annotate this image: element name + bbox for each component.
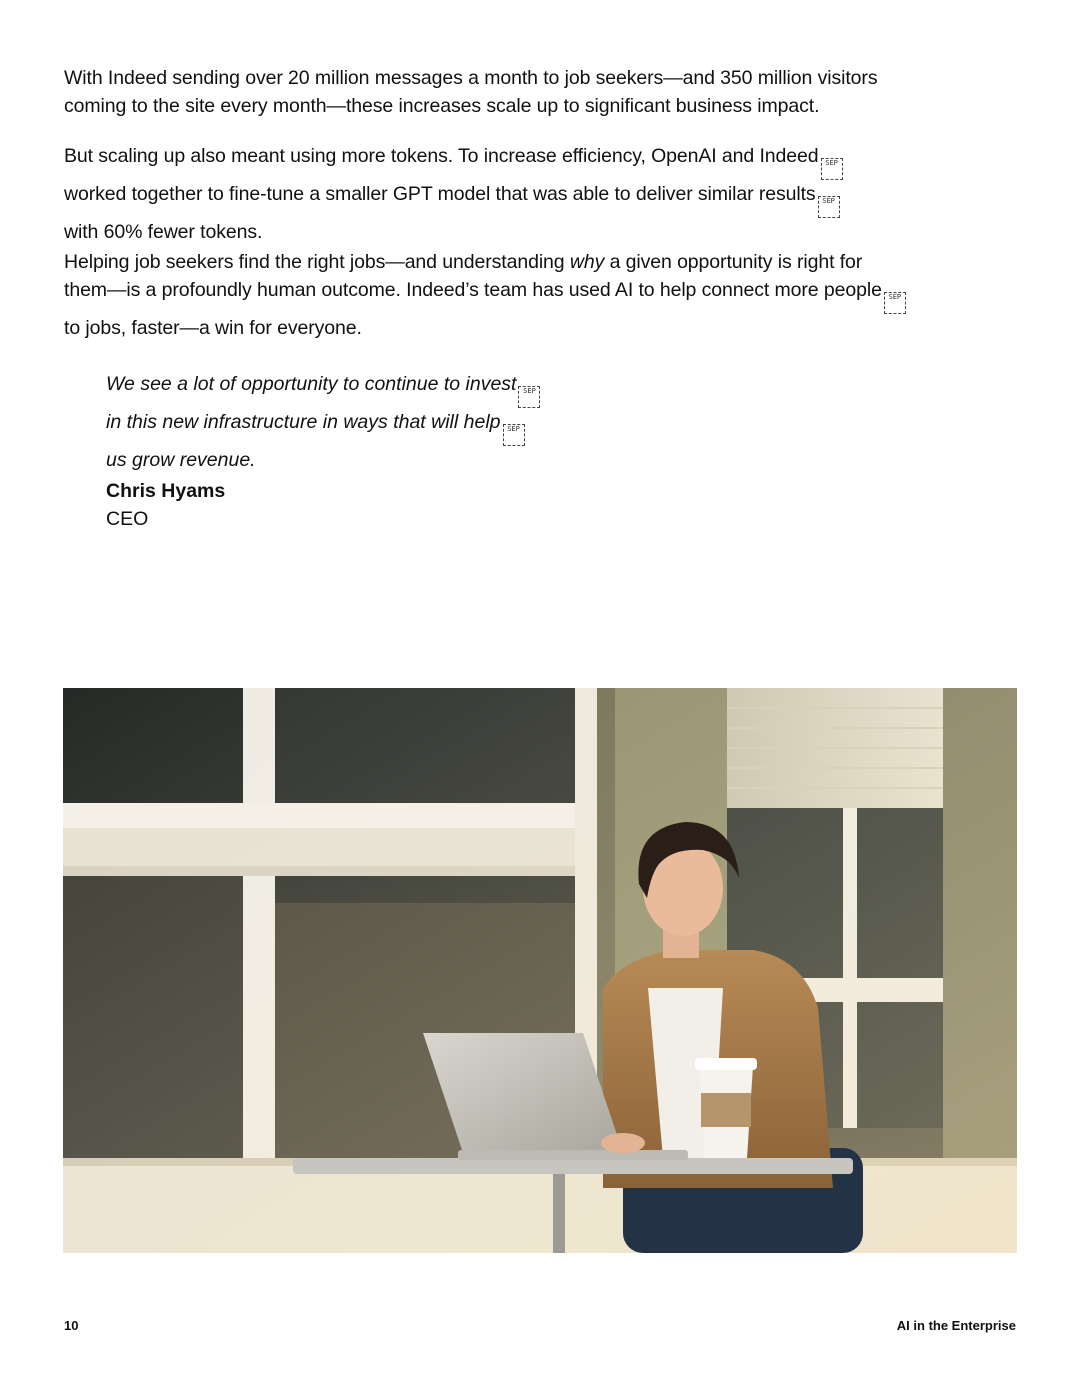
quote-line-content: We see a lot of opportunity to continue to invest <box>106 373 517 395</box>
cafe-laptop-photo <box>63 688 1017 1253</box>
text-line <box>64 248 1024 276</box>
separator-glyph: SEP <box>818 196 840 218</box>
quote-author: Chris Hyams <box>106 480 226 502</box>
quote-line-content: in this new infrastructure in ways that will help <box>106 411 501 433</box>
emphasis-why: why <box>569 251 605 273</box>
text-line-content: But scaling up also meant using more tokens. To increase efficiency, OpenAI and Indeed <box>64 145 819 167</box>
publication-title: AI in the Enterprise <box>896 1318 1016 1333</box>
quote-line <box>106 408 706 446</box>
separator-glyph: SEP <box>884 292 906 314</box>
quote-line: us grow revenue. <box>106 449 256 471</box>
text-line <box>64 180 1024 218</box>
text-line: with 60% fewer tokens. <box>64 221 263 243</box>
text-line <box>64 142 1024 180</box>
quote-author-role: CEO <box>106 508 149 530</box>
text-line-content: them—is a profoundly human outcome. Indeed’s team has used AI to help connect more people <box>64 279 882 301</box>
text-line-content: worked together to fine-tune a smaller GPT model that was able to deliver similar results <box>64 183 816 205</box>
text-line: coming to the site every month—these increases scale up to significant business impact. <box>64 95 820 117</box>
separator-glyph: SEP <box>518 386 540 408</box>
text-line <box>64 276 1024 314</box>
pull-quote <box>106 370 706 474</box>
quote-line <box>106 370 706 408</box>
page-number: 10 <box>64 1318 79 1333</box>
separator-glyph: SEP <box>503 424 525 446</box>
paragraph-token-efficiency <box>64 142 1024 246</box>
paragraph-human-outcome <box>64 248 1024 342</box>
photo-illustration <box>63 688 1017 1253</box>
paragraph-indeed-scale <box>64 64 1024 120</box>
text-line: With Indeed sending over 20 million messages a month to job seekers—and 350 million visitors <box>64 67 878 89</box>
text-line: to jobs, faster—a win for everyone. <box>64 317 362 339</box>
text-line-content: a given opportunity is right for <box>604 251 863 273</box>
text-line-content: Helping job seekers find the right jobs—and understanding <box>64 251 570 273</box>
separator-glyph: SEP <box>821 158 843 180</box>
